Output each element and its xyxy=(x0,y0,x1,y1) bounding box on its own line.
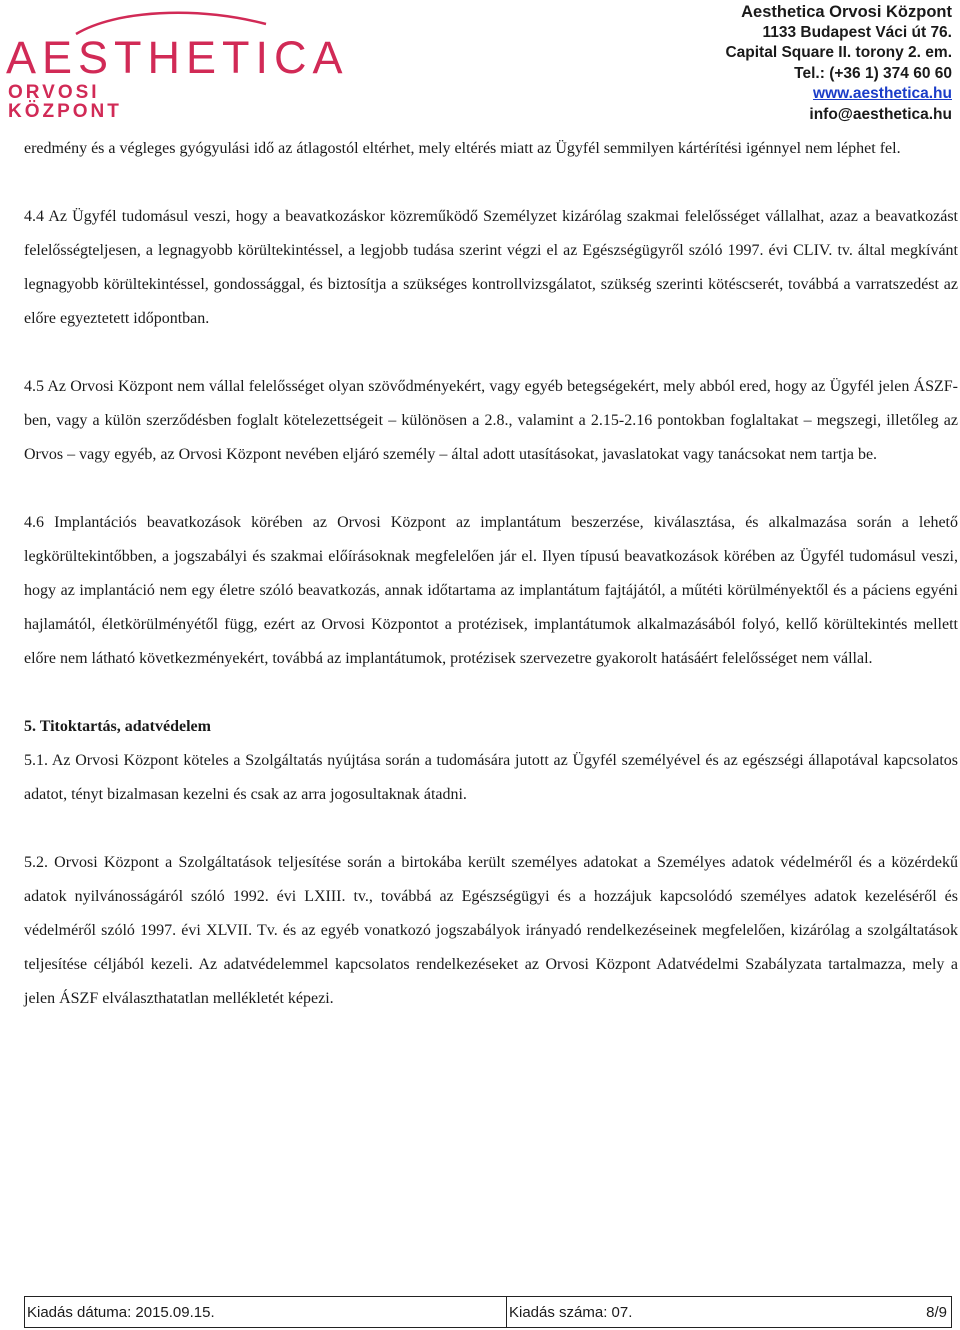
section-heading-5: 5. Titoktartás, adatvédelem xyxy=(24,718,211,735)
company-name: Aesthetica Orvosi Központ xyxy=(741,3,952,21)
document-body xyxy=(24,132,958,1016)
paragraph-5-1: 5.1. Az Orvosi Központ köteles a Szolgáltatás nyújtása során a tudomására jutott az Ügyfél személyével és az egészségi állapotával kapcsolatos adatot, tényt bizalmasan kezelni és csak az arra jogosultaknak átadni. xyxy=(24,752,958,803)
issue-number: Kiadás száma: 07. xyxy=(509,1303,633,1321)
email[interactable]: info@aesthetica.hu xyxy=(809,105,952,123)
logo-line-2: KÖZPONT xyxy=(8,101,122,122)
logo-line-1: ORVOSI xyxy=(8,82,100,103)
paragraph-continued: eredmény és a végleges gyógyulási idő az átlagostól eltérhet, mely eltérés miatt az Ügyfél semmilyen kártérítési igénnyel nem léphet fel. xyxy=(24,140,901,157)
website-link[interactable]: www.aesthetica.hu xyxy=(813,85,952,102)
address-line-1: 1133 Budapest Váci út 76. xyxy=(762,23,952,41)
aesthetica-logo xyxy=(6,6,349,122)
address-line-2: Capital Square II. torony 2. em. xyxy=(725,44,952,61)
phone: Tel.: (+36 1) 374 60 60 xyxy=(794,64,952,82)
issue-date: Kiadás dátuma: 2015.09.15. xyxy=(25,1297,507,1327)
page-number: 8/9 xyxy=(926,1303,947,1321)
page-header xyxy=(0,0,960,126)
paragraph-4-6: 4.6 Implantációs beavatkozások körében az Orvosi Központ az implantátum beszerzése, kiválasztása, és alkalmazása során a lehető legkörültekintőbben, a jogszabályi és szakmai előírásoknak megfelelően jár el. Ilyen típusú beavatkozások körében az Ügyfél tudomásul veszi, hogy az implantáció nem egy életre szóló beavatkozás, annak időtartama az implantátum fajtájától, a műtéti körülményektől és a páciens egyéni hajlamától, életkörülményétől függ, ezért az Orvosi Központot a protézisek, implantátumok alkalmazásából folyó, kellő körültekintés mellett előre nem látható következményekért, továbbá az implantátumok, protézisek szervezetre gyakorolt hatásáért felelősséget nem vállal. xyxy=(24,514,958,667)
contact-block xyxy=(725,2,952,125)
paragraph-4-4: 4.4 Az Ügyfél tudomásul veszi, hogy a beavatkozáskor közreműködő Személyzet kizárólag szakmai felelősséget vállalhat, azaz a beavatkozást felelősségteljesen, a legnagyobb körültekintéssel, a legjobb tudása szerint végzi el az Egészségügyről szóló 1997. évi CLIV. tv. által megkívánt legnagyobb körültekintéssel, gondossággal, és biztosítja a szükséges kontrollvizsgálatot, szükség szerinti kötéscserét, továbbá a varratszedést az előre egyeztetett időpontban. xyxy=(24,208,958,327)
paragraph-4-5: 4.5 Az Orvosi Központ nem vállal felelősséget olyan szövődményekért, vagy egyéb betegségekért, mely abból ered, hogy az Ügyfél jelen ÁSZF-ben, vagy a külön szerződésben foglalt kötelezettségeit – különösen a 2.8., valamint a 2.15-2.16 pontokban foglaltakat – megszegi, illetőleg az Orvos – vagy egyéb, az Orvosi Központ nevében eljáró személy – által adott utasításokat, javaslatokat vagy tanácsokat nem tartja be. xyxy=(24,378,958,463)
logo-word: AESTHETICA xyxy=(6,32,349,83)
paragraph-5-2: 5.2. Orvosi Központ a Szolgáltatások teljesítése során a birtokába került személyes adatokat a Személyes adatok védelméről és a közérdekű adatok nyilvánosságáról szóló 1992. évi LXIII. tv., továbbá az Egészségügyi és a hozzájuk kapcsolódó személyes adatok kezeléséről és védelméről szóló 1997. évi XLVII. Tv. és az egyéb vonatkozó jogszabályok irányadó rendelkezéseinek megfelelően, kizárólag a szolgáltatások teljesítése céljából kezeli. Az adatvédelemmel kapcsolatos rendelkezéseket az Orvosi Központ Adatvédelmi Szabályzata tartalmazza, mely a jelen ÁSZF elválaszthatatlan mellékletét képezi. xyxy=(24,854,958,1007)
footer-right xyxy=(507,1297,951,1327)
page-footer xyxy=(24,1296,952,1328)
